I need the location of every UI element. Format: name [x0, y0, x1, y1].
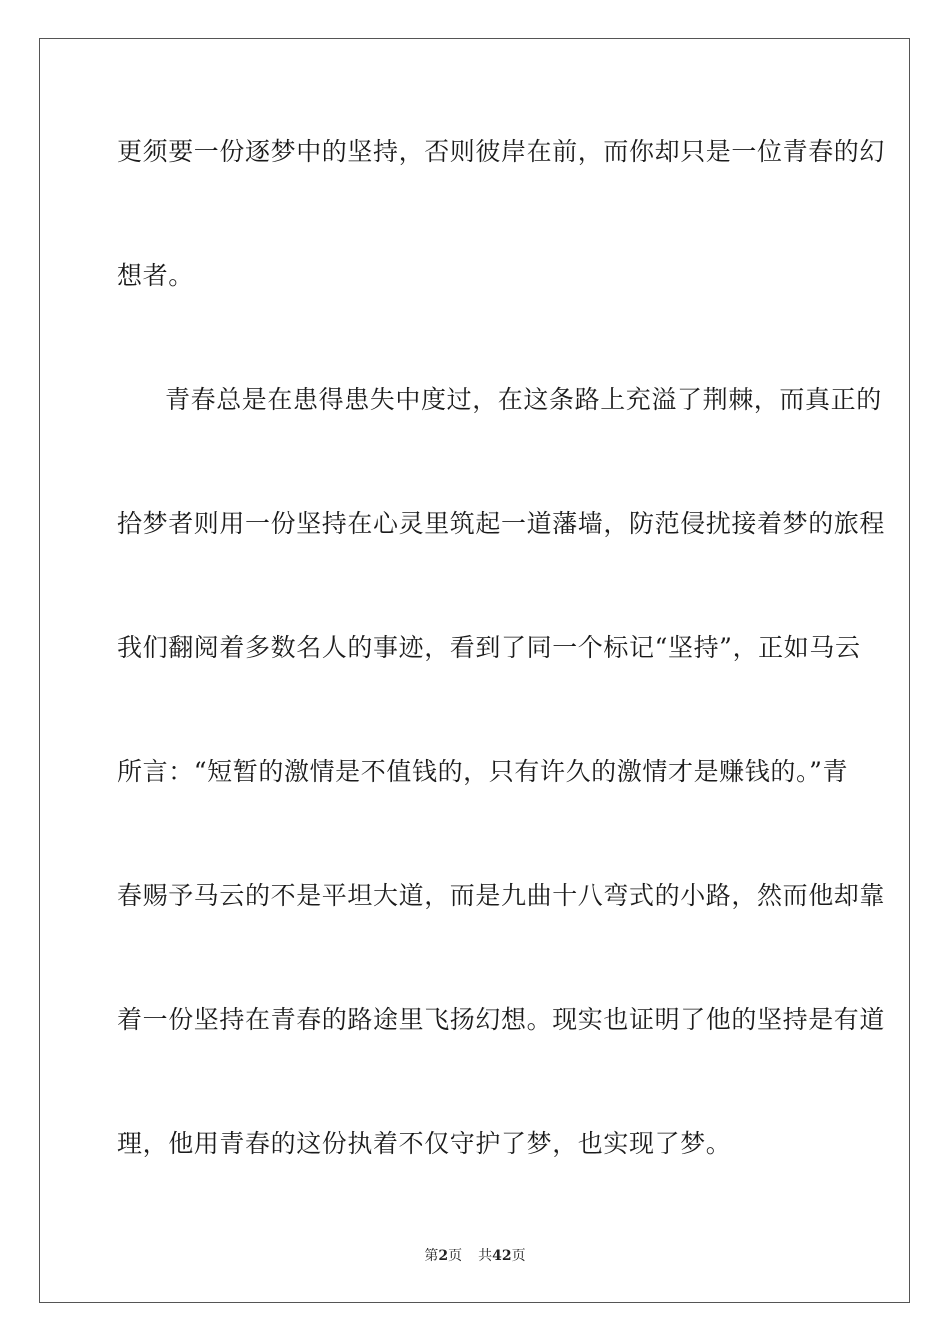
body-line-3: 青春总是在患得患失中度过，在这条路上充溢了荆棘，而真正的 [165, 385, 882, 414]
page-border [39, 38, 910, 1303]
body-line-5: 我们翻阅着多数名人的事迹，看到了同一个标记“坚持”，正如马云 [117, 633, 861, 662]
page-prefix: 第 [424, 1248, 439, 1264]
total-prefix: 共 [478, 1248, 493, 1264]
total-pages: 42 [492, 1248, 512, 1264]
body-line-6: 所言：“短暂的激情是不值钱的，只有许久的激情才是赚钱的。”青 [117, 757, 849, 786]
body-line-2: 想者。 [117, 261, 194, 290]
page-footer [0, 1246, 950, 1266]
page-suffix: 页 [448, 1248, 463, 1264]
page-number: 2 [438, 1248, 449, 1264]
body-line-7: 春赐予马云的不是平坦大道，而是九曲十八弯式的小路，然而他却靠 [117, 881, 886, 910]
total-suffix: 页 [511, 1248, 526, 1264]
body-line-4: 拾梦者则用一份坚持在心灵里筑起一道藩墙，防范侵扰接着梦的旅程 [117, 509, 886, 538]
body-line-8: 着一份坚持在青春的路途里飞扬幻想。现实也证明了他的坚持是有道 [117, 1005, 886, 1034]
body-line-1: 更须要一份逐梦中的坚持，否则彼岸在前，而你却只是一位青春的幻 [117, 137, 886, 166]
body-line-9: 理，他用青春的这份执着不仅守护了梦，也实现了梦。 [117, 1129, 732, 1158]
